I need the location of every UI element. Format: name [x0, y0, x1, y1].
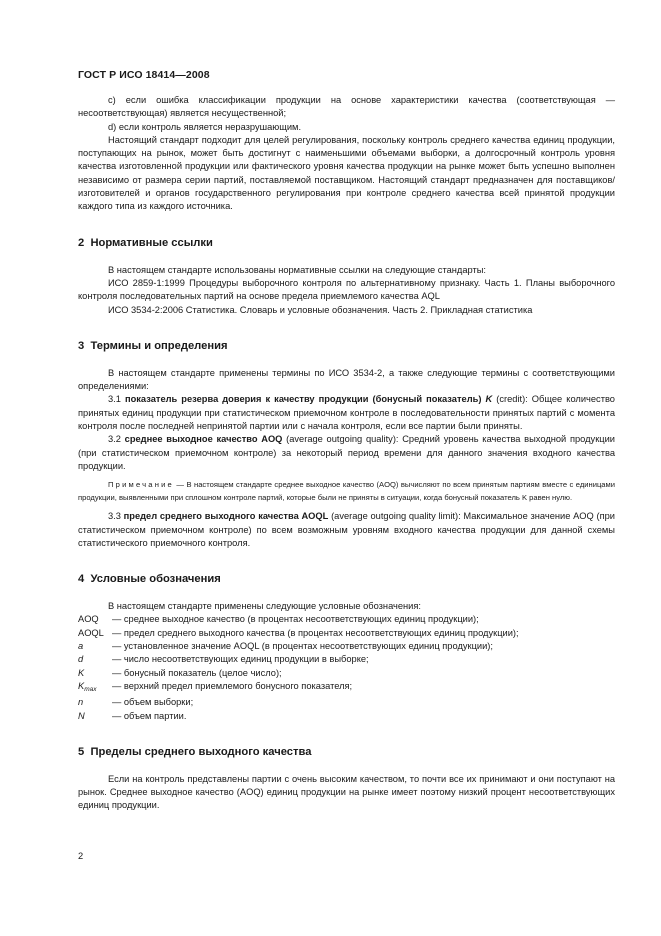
term-3-2 [78, 433, 615, 473]
section-3-intro: В настоящем стандарте применены термины по ИСО 3534-2, а также следующие термины с соответствующими определениями: [78, 367, 615, 392]
term-3-3-definition: (average outgoing quality limit): Максимальное значение AOQ (при статистическом приемочном контроле) по всем возможным уровням входного качества продукции для данной схемы статистического приемочного контроля. [78, 511, 615, 548]
note-label: Примечание [108, 480, 174, 490]
symbol-value: — объем выборки; [112, 697, 194, 708]
symbol-value: — установленное значение AOQL (в процентах несоответствующих единиц продукции); [112, 641, 493, 652]
symbol-key: a [78, 641, 84, 652]
symbol-key: d [78, 654, 84, 665]
symbol-key: $K_{max}$ [78, 680, 97, 693]
section-3-number: 3 [78, 339, 85, 352]
section-2-ref-1: ИСО 2859-1:1999 Процедуры выборочного контроля по альтернативному признаку. Часть 1. Планы выборочного контроля последовательных партий на основе предела приемлемого качества AQL [78, 277, 615, 302]
symbol-key: n [78, 697, 84, 708]
symbol-value: — бонусный показатель (целое число); [112, 667, 282, 678]
symbol-row [78, 613, 615, 626]
symbol-subscript: max [84, 685, 97, 693]
term-3-3-name: предел среднего выходного качества AOQL [123, 511, 329, 522]
symbol-value: — предел среднего выходного качества (в процентах несоответствующих единиц продукции); [112, 627, 519, 638]
term-3-1 [78, 393, 615, 433]
term-3-3-number: 3.3 [108, 511, 121, 522]
page-number: 2 [78, 851, 84, 861]
section-2-ref-2: ИСО 3534-2:2006 Статистика. Словарь и условные обозначения. Часть 2. Прикладная статистика [108, 304, 533, 315]
section-3-heading [78, 339, 615, 353]
term-3-1-number: 3.1 [108, 394, 121, 405]
section-2-intro: В настоящем стандарте использованы нормативные ссылки на следующие стандарты: [108, 264, 487, 275]
document-header: ГОСТ Р ИСО 18414—2008 [78, 69, 210, 81]
term-3-2-name: среднее выходное качество AOQ [124, 434, 283, 445]
term-3-1-name: показатель резерва доверия к качеству продукции (бонусный показатель) [124, 394, 482, 405]
symbol-row [78, 627, 615, 640]
section-3-title: Термины и определения [90, 339, 228, 352]
symbol-row [78, 653, 615, 666]
section-4-number: 4 [78, 573, 85, 586]
symbol-row [78, 640, 615, 653]
note-text: — В настоящем стандарте среднее выходное качество (AOQ) вычисляют по всем принятым партиям вместе с единицами продукции, выявленными при сплошном контроле партий, которые были не приняты в ситуации, когда бонусный показатель K равен нулю. [78, 480, 615, 502]
term-3-1-definition: (credit): Общее количество принятых единиц продукции при статистическом приемочном контроле в последовательности принятых партий с момента контроля после последней непринятой партии или с начала контроля, если все партии были приняты. [78, 394, 615, 432]
symbol-key: AOQL [78, 627, 104, 638]
section-4-heading [78, 572, 615, 586]
section-2-heading [78, 236, 615, 250]
symbol-value: — объем партии. [112, 710, 187, 721]
section-5-number: 5 [78, 745, 85, 758]
symbol-key: AOQ [78, 614, 99, 625]
term-3-2-number: 3.2 [108, 434, 121, 445]
term-3-1-symbol: K [485, 394, 493, 405]
symbol-value: — верхний предел приемлемого бонусного показателя; [112, 680, 353, 691]
section-2-number: 2 [78, 236, 85, 249]
intro-paragraph: Настоящий стандарт подходит для целей регулирования, поскольку контроль среднего качества единиц продукции, поступающих на рынок, может быть достигнут с наименьшими объемами выборки, а долгосрочный контроль уровня качества изготовленной продукции или фактического уровня качества продукции на рынке может быть успешно выполнен независимо от размера серии партий, поставляемой поставщиком. Настоящий стандарт предназначен для поставщиков/изготовителей и органов государственного регулирования при контроле среднего качества всей принятой продукции каждого типа из каждого источника. [78, 134, 615, 212]
symbol-row [78, 667, 615, 680]
symbol-row [78, 680, 615, 696]
intro-item-d: d) если контроль является неразрушающим. [108, 121, 302, 132]
symbol-value: — среднее выходное качество (в процентах несоответствующих единиц продукции); [112, 614, 479, 625]
section-4-title: Условные обозначения [90, 573, 221, 586]
symbol-row [78, 696, 615, 709]
section-5-heading [78, 745, 615, 759]
document-body [78, 94, 615, 813]
intro-item-c: c) если ошибка классификации продукции на основе характеристики качества (соответствующая — несоответствующая) является несущественной; [78, 95, 615, 119]
symbol-key: K [78, 667, 85, 678]
section-4-intro: В настоящем стандарте применены следующие условные обозначения: [108, 601, 421, 612]
term-3-2-definition: (average outgoing quality): Средний уровень качества выходной продукции (при статистическом приемочном контроле) за некоторый период времени для данного значения входного качества продукции. [78, 434, 615, 471]
section-2-title: Нормативные ссылки [90, 236, 213, 249]
symbol-key: N [78, 710, 85, 721]
term-3-3 [78, 510, 615, 550]
section-5-paragraph: Если на контроль представлены партии с очень высоким качеством, то почти все их принимают и они поступают на рынок. Среднее выходное качество (AOQ) единиц продукции на рынке имеет поэтому низкий процент несоответствующих единиц продукции. [78, 773, 615, 811]
symbol-value: — число несоответствующих единиц продукции в выборке; [112, 654, 369, 665]
section-5-title: Пределы среднего выходного качества [90, 745, 312, 758]
note-paragraph [78, 479, 615, 504]
symbol-row [78, 710, 615, 723]
